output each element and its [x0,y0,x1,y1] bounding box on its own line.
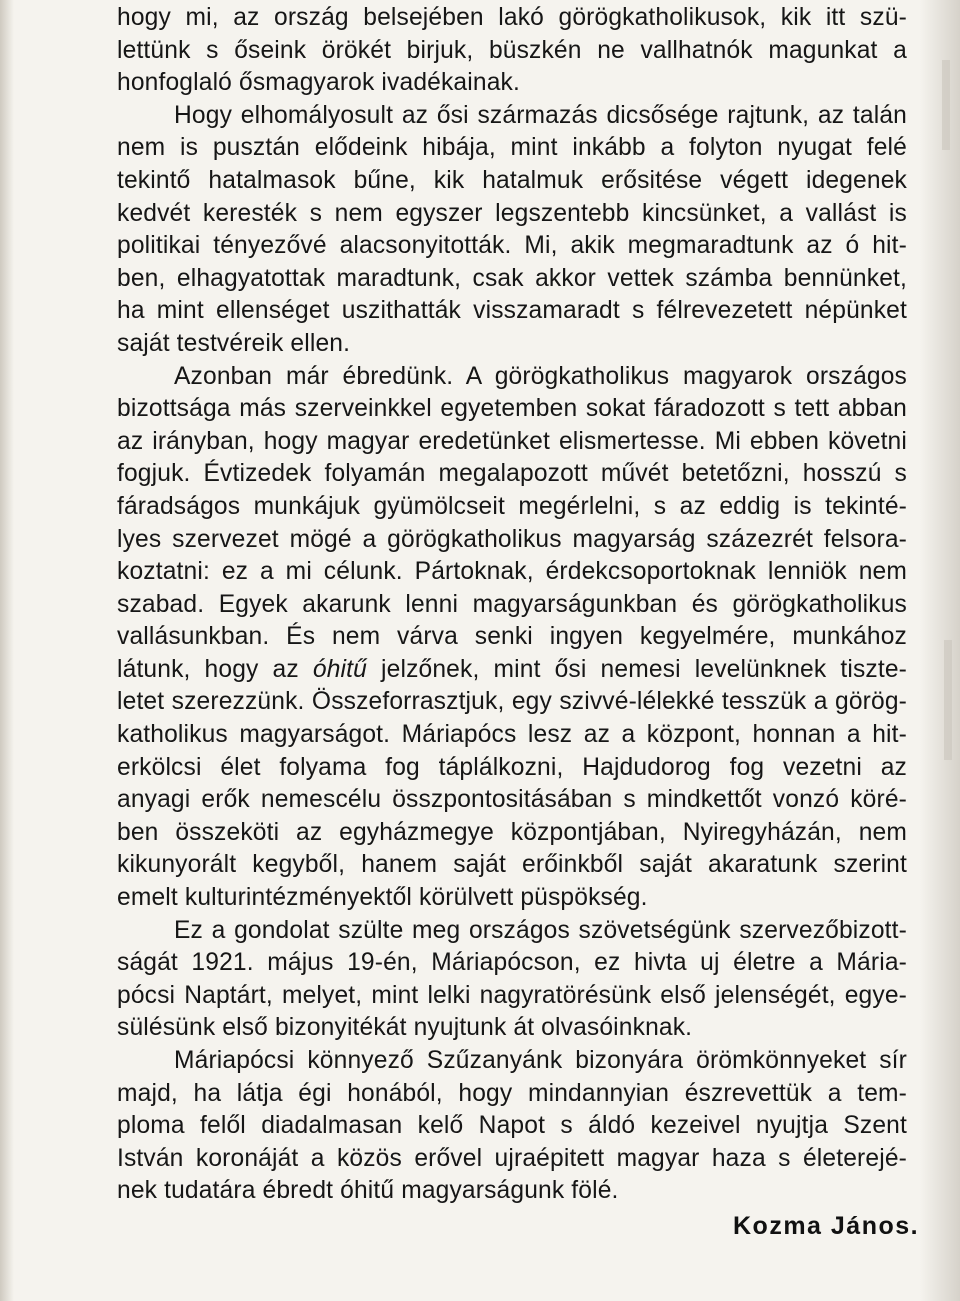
text-segment: jelzőnek, mint ősi nemesi levelünknek tiszte- [366,655,907,683]
text-line: lyes szervezet mögé a görögkatholikus magyarság százezrét felsora- [117,525,907,553]
text-line: lettünk s őseink örökét birjuk, büszkén ne vallhatnók magunkat a [117,36,907,64]
text-line: Ez a gondolat szülte meg országos szövetségünk szervezőbizott- [174,916,907,944]
text-line: kedvét keresték s nem egyszer legszentebb kincsünket, a vallást is [117,199,907,227]
text-line: politikai tényezővé alacsonyitották. Mi, akik megmaradtunk az ó hit- [117,232,907,260]
text-line: erkölcsi élet folyama fog táplálkozni, Hajdudorog fog vezetni az [117,753,907,781]
text-line: ben összeköti az egyházmegye központjában, Nyiregyházán, nem [117,818,907,846]
text-line: honfoglaló ősmagyarok ivadékainak. [117,69,520,97]
emphasized-word: óhitű [312,655,367,683]
text-segment: látunk, hogy az [117,655,313,683]
text-line [117,654,907,687]
text-line: pócsi Naptárt, melyet, mint lelki nagyratörésünk első jelenségét, egye- [117,981,907,1009]
page-gutter-shadow [0,0,14,1301]
text-line: koztatni: ez a mi célunk. Pártoknak, érdekcsoportoknak lenniök nem [117,558,907,586]
text-line: kikunyorált kegyből, hanem saját erőinkből saját akaratunk szerint [117,851,907,879]
text-line: emelt kulturintézményektől körülvett püspökség. [117,884,648,912]
author-signature: Kozma János. [733,1212,920,1240]
text-line: sülésünk első bizonyitékát nyujtunk át olvasóinknak. [117,1014,693,1042]
text-line: majd, ha látja égi honából, hogy mindannyian észrevettük a tem- [117,1079,907,1107]
show-through-mark [944,640,952,760]
text-line: anyagi erők nemescélu összpontositásában s mindkettőt vonzó köré- [117,786,907,814]
text-line: Azonban már ébredünk. A görögkatholikus magyarok országos [174,362,907,390]
text-line: István koronáját a közös erővel ujraépitett magyar haza s életerejé- [117,1144,907,1172]
text-line: Máriapócsi könnyező Szűzanyánk bizonyára örömkönnyeket sír [174,1047,907,1074]
text-line: vallásunkban. És nem várva senki ingyen kegyelmére, munkához [117,623,907,651]
page-edge-shadow [920,0,960,1301]
text-line: Hogy elhomályosult az ősi származás dicsősége rajtunk, az talán [174,101,907,129]
text-line: ságát 1921. május 19-én, Máriapócson, ez hivta uj életre a Mária- [117,949,907,977]
body-text [117,2,907,1208]
text-line: letet szerezzünk. Összeforrasztjuk, egy szivvé-lélekké tesszük a görög- [117,688,907,716]
text-line: bizottsága más szerveinkkel egyetemben sokat fáradozott s tett abban [117,395,907,423]
text-line: nem is pusztán elődeink hibája, mint inkább a folyton nyugat felé [117,134,907,162]
text-line: ploma felől diadalmasan kelő Napot s áldó kezeivel nyujtja Szent [117,1112,907,1140]
text-line: fogjuk. Évtizedek folyamán megalapozott művét betetőzni, hosszú s [117,460,907,488]
text-line: szabad. Egyek akarunk lenni magyarságunkban és görögkatholikus [117,590,907,618]
text-line: hogy mi, az ország belsejében lakó görögkatholikusok, kik itt szü- [117,4,907,31]
show-through-mark [942,60,950,150]
text-line: nek tudatára ébredt óhitű magyarságunk fölé. [117,1177,619,1205]
text-line: ha mint ellenséget uszithatták visszamaradt s félrevezetett népünket [117,297,907,325]
text-line: az irányban, hogy magyar eredetünket elismertesse. Mi ebben követni [117,427,907,455]
text-line: katholikus magyarságot. Máriapócs lesz az a központ, honnan a hit- [117,721,907,749]
text-line: saját testvéreik ellen. [117,329,351,357]
text-line: fáradságos munkájuk gyümölcseit megérlelni, s az eddig is tekinté- [117,492,907,520]
text-line: tekintő hatalmasok bűne, kik hatalmuk erősitése végett idegenek [117,166,907,194]
text-line: ben, elhagyatottak maradtunk, csak akkor vettek számba bennünket, [117,264,907,292]
